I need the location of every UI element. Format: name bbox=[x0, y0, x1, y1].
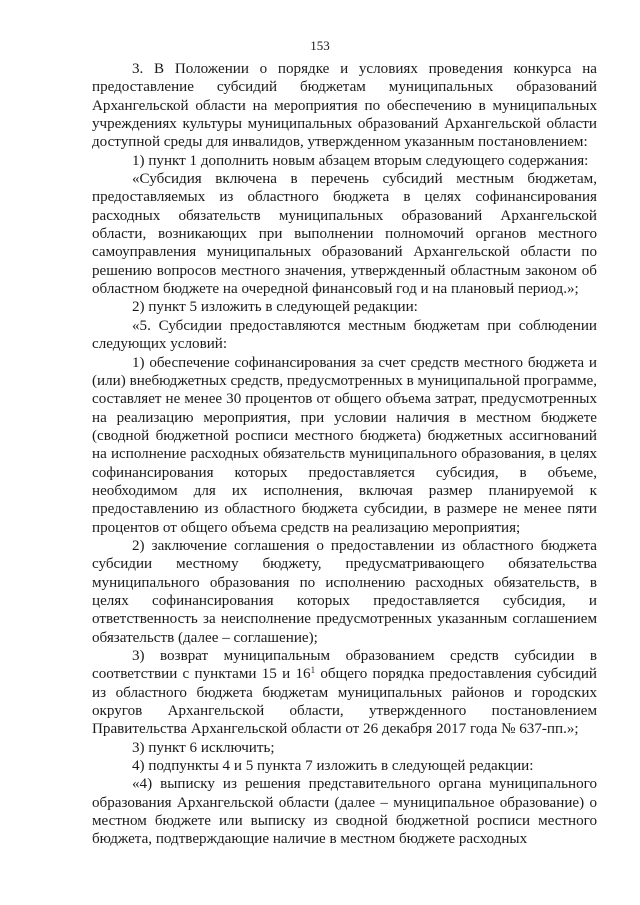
paragraph-item-3: 3. В Положении о порядке и условиях проведения конкурса на предоставление субсидий бюджетам муниципальных образований Архангельской области на мероприятия по обеспечению в муниципальных учреждениях культуры муниципальных образований Архангельской области доступной среды для инвалидов, утвержденном указанным постановлением: bbox=[92, 61, 597, 151]
paragraph-point-5: «5. Субсидии предоставляются местным бюджетам при соблюдении следующих условий: bbox=[92, 317, 597, 353]
paragraph-condition-1: 1) обеспечение софинансирования за счет средств местного бюджета и (или) внебюджетных средств, предусмотренных в муниципальной программе, составляет не менее 30 процентов от общего объема затрат, предусмотренных на реализацию мероприятия, при условии наличия в местном бюджете (сводной бюджетной росписи местного бюджета) бюджетных ассигнований на исполнение расходных обязательств муниципального образования, в целях софинансирования которых предоставляется субсидия, в объеме, необходимом для их исполнения, включая размер планируемой к предоставлению из областного бюджета субсидии, в размере не менее пяти процентов от общего объема средств на реализацию мероприятия; bbox=[92, 354, 597, 536]
paragraph-subitem-3: 3) пункт 6 исключить; bbox=[132, 739, 275, 756]
document-body bbox=[92, 60, 597, 849]
paragraph-subitem-1: 1) пункт 1 дополнить новым абзацем вторым следующего содержания: bbox=[132, 152, 589, 169]
superscript-index: 1 bbox=[310, 665, 316, 676]
paragraph-subitem-4: 4) подпункты 4 и 5 пункта 7 изложить в следующей редакции: bbox=[132, 758, 534, 775]
paragraph-quote-extract: «4) выписку из решения представительного органа муниципального образования Архангельской области (далее – муниципальное образование) о местном бюджете или выписку из сводной бюджетной росписи местного бюджета, подтверждающие наличие в местном бюджете расходных bbox=[92, 776, 597, 848]
paragraph-subitem-2: 2) пункт 5 изложить в следующей редакции: bbox=[132, 299, 418, 316]
paragraph-condition-3 bbox=[92, 647, 597, 739]
paragraph-quote-subsidy: «Субсидия включена в перечень субсидий местным бюджетам, предоставляемых из областного бюджета в целях софинансирования расходных обязательств муниципальных образований Архангельской области, возникающих при выполнении полномочий органов местного самоуправления муниципальных образований Архангельской области по решению вопросов местного значения, утвержденный областным законом об областном бюджете на очередной финансовый год и на плановый период.»; bbox=[92, 171, 597, 298]
paragraph-condition-2: 2) заключение соглашения о предоставлении из областного бюджета субсидии местному бюджету, предусматривающего обязательства муниципального образования по исполнению расходных обязательств, в целях софинансирования которых предоставляется субсидия, и ответственность за неисполнение предусмотренных указанным соглашением обязательств (далее – соглашение); bbox=[92, 537, 597, 646]
condition-3-text-end: общего порядка предоставления субсидий из областного бюджета бюджетам муниципальных районов и городских округов Архангельской области, утвержденного постановлением Правительства Архангельской области от 26 декабря 2017 года № 637-пп.»; bbox=[92, 666, 598, 738]
condition-3-text-start: 3) возврат муниципальным образованием средств субсидии в соответствии с пунктами 15 и 16 bbox=[92, 648, 597, 683]
page-number: 153 bbox=[310, 38, 330, 53]
